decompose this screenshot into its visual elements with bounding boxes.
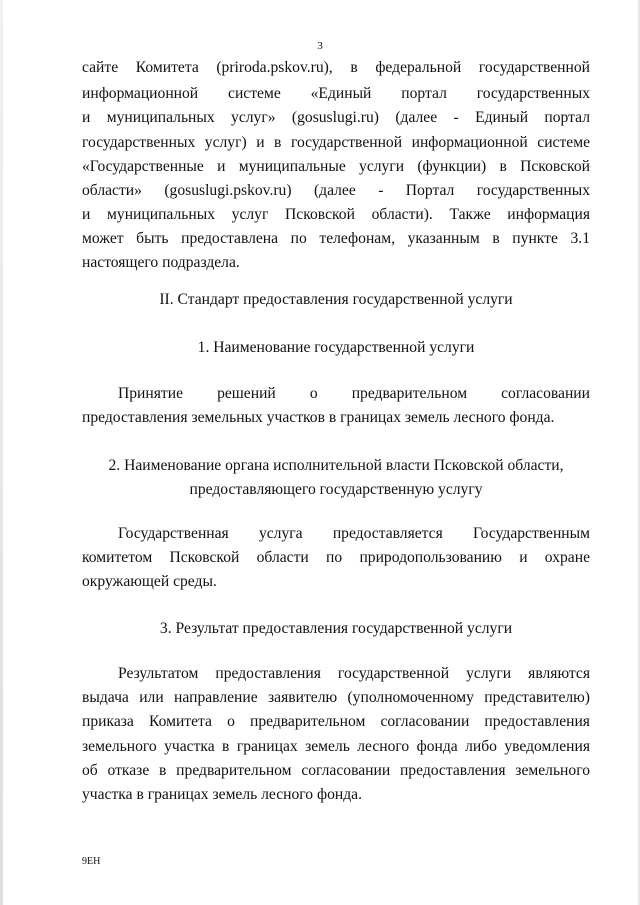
paragraph-line: может быть предоставлена по телефонам, указанным в пункте 3.1 [82,230,590,247]
scan-edge-left [0,0,3,905]
subsection-heading: предоставляющего государственную услугу [189,481,483,498]
paragraph-line: Принятие решений о предварительном согласовании [118,385,590,402]
paragraph-line: и муниципальных услуг» (gosuslugi.ru) (далее - Единый портал [82,109,590,126]
paragraph-line: сайте Комитета (priroda.pskov.ru), в федеральной государственной [82,59,590,76]
paragraph-line: земельного участка в границах земель лесного фонда либо уведомления [82,738,590,755]
section-title: II. Стандарт предоставления государственной услуги [159,291,513,308]
footer-code: 9ЕН [82,856,101,867]
paragraph-line: Государственная услуга предоставляется Государственным [118,525,590,542]
paragraph-line: настоящего подраздела. [82,254,240,271]
paragraph-line: окружающей среды. [82,573,217,590]
paragraph-line: выдача или направление заявителю (уполномоченному представителю) [82,689,590,706]
paragraph-line: информационной системе «Единый портал государственных [82,85,590,102]
paragraph-line: Результатом предоставления государственной услуги являются [118,665,590,682]
subsection-heading: 2. Наименование органа исполнительной власти Псковской области, [108,457,564,474]
page-number: 3 [317,40,323,52]
paragraph-line: «Государственные и муниципальные услуги (функции) в Псковской [82,158,590,175]
paragraph-line: области» (gosuslugi.pskov.ru) (далее - Портал государственных [82,182,590,199]
paragraph-line: и муниципальных услуг Псковской области). Также информация [82,206,590,223]
subsection-heading: 3. Результат предоставления государственной услуги [159,620,513,637]
paragraph-line: об отказе в предварительном согласовании предоставления земельного [82,762,590,779]
paragraph-line: приказа Комитета о предварительном согласовании предоставления [82,713,590,730]
paragraph-line: комитетом Псковской области по природопользованию и охране [82,549,590,566]
paragraph-line: государственных услуг) и в государственной информационной системе [82,134,590,151]
subsection-heading: 1. Наименование государственной услуги [197,339,475,356]
paragraph-line: участка в границах земель лесного фонда. [82,786,363,803]
paragraph-line: предоставления земельных участков в границах земель лесного фонда. [82,409,555,426]
